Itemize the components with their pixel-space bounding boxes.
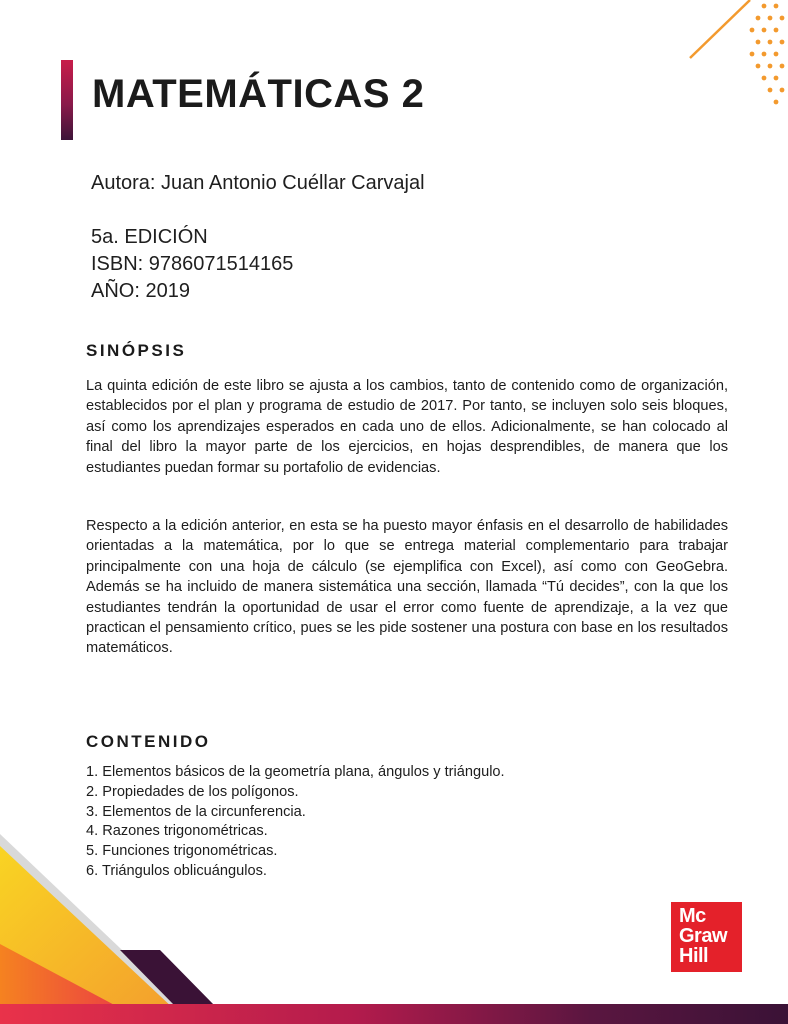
- contents-item: 4. Razones trigonométricas.: [86, 823, 268, 840]
- author-line: Autora: Juan Antonio Cuéllar Carvajal: [91, 172, 425, 194]
- synopsis-paragraph: La quinta edición de este libro se ajusta a los cambios, tanto de contenido como de organización, establecidos por el plan y programa de estudio de 2017. Por tanto, se incluyen solo seis bloques, así como los aprendizajes esperados en cada uno de ellos. Adicionalmente, se han colocado al final del libro la mayor parte de los ejercicios, en hojas desprendibles, de manera que los estudiantes puedan formar su portafolio de evidencias.: [86, 378, 728, 476]
- mcgraw-hill-logo: [671, 902, 742, 972]
- contents-heading: CONTENIDO: [86, 732, 211, 751]
- contents-item: 2. Propiedades de los polígonos.: [86, 783, 299, 800]
- synopsis-paragraph: Respecto a la edición anterior, en esta se ha puesto mayor énfasis en el desarrollo de habilidades orientadas a la matemática, por lo que se entrega material complementario para trabajar principalmente con una hoja de cálculo (se ejemplifica con Excel), así como con GeoGebra. Además se ha incluido de manera sistemática una sección, llamada “Tú decides”, con la que los estudiantes tendrán la oportunidad de usar el error como fuente de aprendizaje, a la vez que practican el pensamiento crítico, pues se les pide sostener una postura con base en los resultados matemáticos.: [86, 518, 728, 657]
- contents-item: 3. Elementos de la circunferencia.: [86, 803, 306, 820]
- title-accent-bar: [61, 60, 73, 140]
- logo-text: Hill: [679, 945, 709, 967]
- contents-item: 1. Elementos básicos de la geometría plana, ángulos y triángulo.: [86, 764, 505, 780]
- year-line: AÑO: 2019: [91, 280, 190, 302]
- isbn-line: ISBN: 9786071514165: [91, 253, 294, 275]
- contents-item: 6. Triángulos oblicuángulos.: [86, 862, 267, 879]
- contents-item: 5. Funciones trigonométricas.: [86, 843, 278, 860]
- logo-text: Mc: [679, 905, 706, 927]
- dot-pattern-decoration: [678, 0, 788, 115]
- synopsis-heading: SINÓPSIS: [86, 341, 187, 360]
- contents-list: [86, 763, 505, 882]
- edition-line: 5a. EDICIÓN: [91, 226, 208, 248]
- logo-text: Graw: [679, 925, 728, 947]
- bottom-gradient-band: [0, 1004, 788, 1024]
- book-title: MATEMÁTICAS 2: [92, 72, 425, 116]
